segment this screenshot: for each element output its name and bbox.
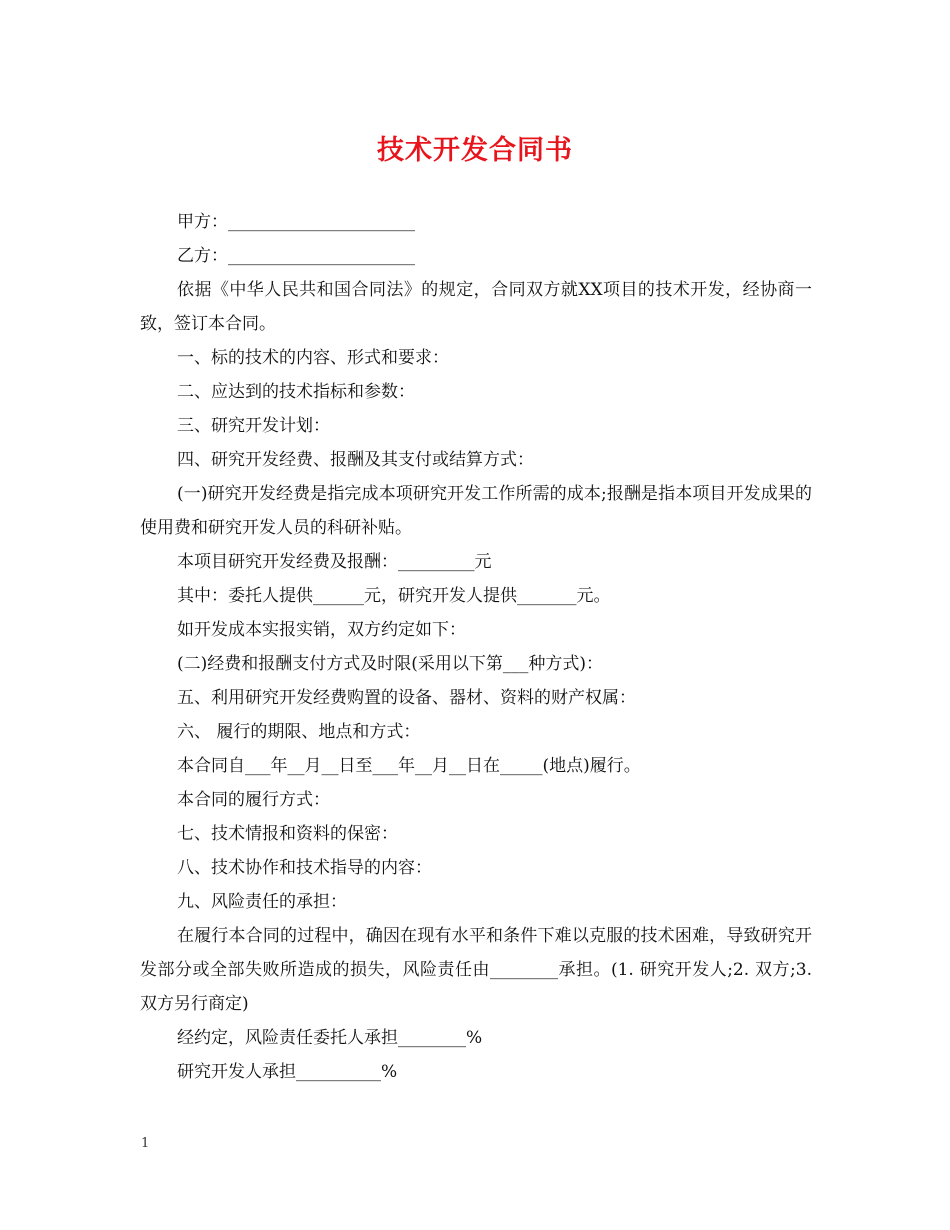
section-9-heading: 九、风险责任的承担：	[177, 892, 347, 912]
page-number: 1	[141, 1136, 150, 1151]
section-7-heading: 七、技术情报和资料的保密：	[177, 824, 398, 844]
party-a-line: 甲方：______________________	[177, 212, 415, 232]
performance-method-line: 本合同的履行方式：	[177, 790, 330, 810]
performance-period-line: 本合同自___年__月__日至___年__月__日在_____(地点)履行。	[177, 756, 641, 776]
document-title: 技术开发合同书	[377, 135, 573, 166]
section-4-clause-1: (一)研究开发经费是指完成本项研究开发工作所需的成本;报酬是指本项目开发成果的使用费和研究开发人员的科研补贴。	[140, 484, 812, 538]
section-2-heading: 二、应达到的技术指标和参数：	[177, 382, 415, 402]
preamble-paragraph: 依据《中华人民共和国合同法》的规定，合同双方就XX项目的技术开发，经协商一致，签订本合同。	[140, 280, 812, 334]
funding-amount-line: 本项目研究开发经费及报酬：_________元	[177, 552, 492, 572]
funding-split-line: 其中：委托人提供______元，研究开发人提供_______元。	[177, 586, 611, 606]
section-8-heading: 八、技术协作和技术指导的内容：	[177, 858, 432, 878]
risk-paragraph: 在履行本合同的过程中，确因在现有水平和条件下难以克服的技术困难，导致研究开发部分或全部失败所造成的损失，风险责任由________承担。(1. 研究开发人;2. 双方;3. 双方另行商定)	[140, 926, 812, 1014]
party-b-line: 乙方：______________________	[177, 246, 415, 266]
section-1-heading: 一、标的技术的内容、形式和要求：	[177, 348, 449, 368]
section-6-heading: 六、 履行的期限、地点和方式：	[177, 722, 421, 742]
reimbursement-line: 如开发成本实报实销，双方约定如下：	[177, 620, 466, 640]
section-5-heading: 五、利用研究开发经费购置的设备、器材、资料的财产权属：	[177, 688, 636, 708]
risk-developer-share-line: 研究开发人承担__________%	[177, 1062, 398, 1082]
risk-client-share-line: 经约定，风险责任委托人承担________%	[177, 1028, 483, 1048]
section-4-clause-2: (二)经费和报酬支付方式及时限(采用以下第___种方式)：	[177, 654, 604, 674]
section-3-heading: 三、研究开发计划：	[177, 416, 330, 436]
document-body	[140, 205, 812, 1089]
section-4-heading: 四、研究开发经费、报酬及其支付或结算方式：	[177, 450, 534, 470]
